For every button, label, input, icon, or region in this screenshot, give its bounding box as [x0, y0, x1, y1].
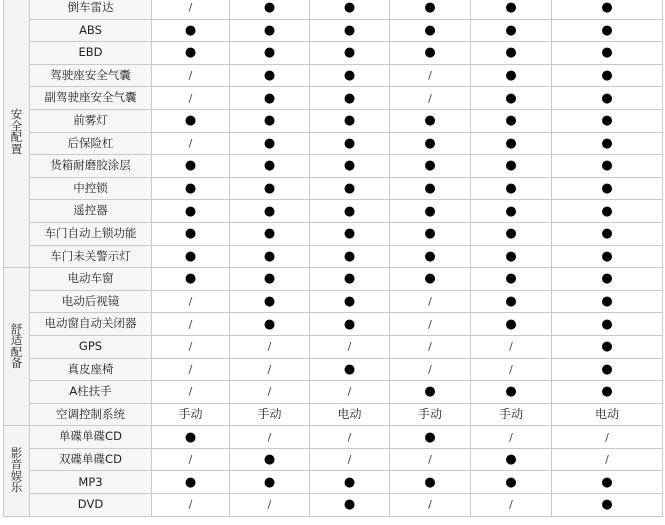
not-available-slash: /	[152, 448, 230, 471]
value-text: 手动	[152, 403, 230, 426]
standard-dot-icon: ●	[230, 222, 310, 245]
table-row	[4, 200, 663, 223]
feature-label: 倒车雷达	[30, 0, 152, 19]
feature-label: 单碟单碟CD	[30, 426, 152, 449]
feature-label: A柱扶手	[30, 381, 152, 404]
feature-label: MP3	[30, 471, 152, 494]
standard-dot-icon: ●	[390, 245, 471, 268]
standard-dot-icon: ●	[471, 290, 552, 313]
table-row	[4, 335, 663, 358]
feature-label: 驾驶座安全气囊	[30, 64, 152, 87]
standard-dot-icon: ●	[152, 177, 230, 200]
standard-dot-icon: ●	[230, 268, 310, 291]
feature-label: 后保险杠	[30, 132, 152, 155]
standard-dot-icon: ●	[390, 109, 471, 132]
standard-dot-icon: ●	[471, 155, 552, 178]
feature-label: 电动窗自动关闭器	[30, 313, 152, 336]
standard-dot-icon: ●	[471, 42, 552, 65]
feature-label: 货箱耐磨胶涂层	[30, 155, 152, 178]
standard-dot-icon: ●	[230, 132, 310, 155]
standard-dot-icon: ●	[310, 87, 390, 110]
standard-dot-icon: ●	[230, 155, 310, 178]
table-row	[4, 381, 663, 404]
standard-dot-icon: ●	[552, 109, 663, 132]
table-row	[4, 471, 663, 494]
standard-dot-icon: ●	[230, 64, 310, 87]
feature-label: 遥控器	[30, 200, 152, 223]
not-available-slash: /	[390, 290, 471, 313]
standard-dot-icon: ●	[152, 200, 230, 223]
standard-dot-icon: ●	[390, 381, 471, 404]
feature-label: 电动车窗	[30, 268, 152, 291]
value-text: 电动	[552, 403, 663, 426]
standard-dot-icon: ●	[230, 42, 310, 65]
standard-dot-icon: ●	[390, 0, 471, 19]
standard-dot-icon: ●	[390, 177, 471, 200]
standard-dot-icon: ●	[230, 471, 310, 494]
standard-dot-icon: ●	[310, 177, 390, 200]
spec-table-body	[4, 0, 663, 516]
standard-dot-icon: ●	[390, 155, 471, 178]
standard-dot-icon: ●	[230, 245, 310, 268]
table-row	[4, 403, 663, 426]
standard-dot-icon: ●	[230, 290, 310, 313]
standard-dot-icon: ●	[310, 494, 390, 517]
standard-dot-icon: ●	[552, 132, 663, 155]
standard-dot-icon: ●	[552, 155, 663, 178]
not-available-slash: /	[230, 426, 310, 449]
category-label: 影音娱乐	[10, 445, 23, 495]
feature-label: DVD	[30, 494, 152, 517]
not-available-slash: /	[152, 335, 230, 358]
standard-dot-icon: ●	[152, 19, 230, 42]
not-available-slash: /	[230, 358, 310, 381]
standard-dot-icon: ●	[230, 313, 310, 336]
not-available-slash: /	[152, 0, 230, 19]
not-available-slash: /	[390, 494, 471, 517]
category-label: 安全配置	[10, 107, 23, 156]
standard-dot-icon: ●	[471, 132, 552, 155]
table-row	[4, 109, 663, 132]
not-available-slash: /	[390, 335, 471, 358]
not-available-slash: /	[230, 494, 310, 517]
standard-dot-icon: ●	[471, 0, 552, 19]
standard-dot-icon: ●	[471, 313, 552, 336]
standard-dot-icon: ●	[152, 268, 230, 291]
table-row	[4, 426, 663, 449]
standard-dot-icon: ●	[310, 268, 390, 291]
not-available-slash: /	[310, 335, 390, 358]
table-row	[4, 42, 663, 65]
standard-dot-icon: ●	[471, 268, 552, 291]
standard-dot-icon: ●	[471, 222, 552, 245]
standard-dot-icon: ●	[310, 290, 390, 313]
standard-dot-icon: ●	[230, 87, 310, 110]
category-cell	[4, 0, 30, 268]
table-row	[4, 222, 663, 245]
standard-dot-icon: ●	[390, 426, 471, 449]
feature-label: 电动后视镜	[30, 290, 152, 313]
standard-dot-icon: ●	[552, 381, 663, 404]
not-available-slash: /	[552, 426, 663, 449]
table-row	[4, 0, 663, 19]
standard-dot-icon: ●	[552, 87, 663, 110]
table-row	[4, 245, 663, 268]
not-available-slash: /	[230, 381, 310, 404]
category-cell	[4, 426, 30, 516]
feature-label: 车门自动上锁功能	[30, 222, 152, 245]
standard-dot-icon: ●	[552, 335, 663, 358]
feature-label: 双碟单碟CD	[30, 448, 152, 471]
standard-dot-icon: ●	[310, 222, 390, 245]
table-row	[4, 358, 663, 381]
not-available-slash: /	[230, 335, 310, 358]
standard-dot-icon: ●	[310, 471, 390, 494]
standard-dot-icon: ●	[471, 200, 552, 223]
standard-dot-icon: ●	[310, 245, 390, 268]
standard-dot-icon: ●	[310, 200, 390, 223]
table-row	[4, 177, 663, 200]
standard-dot-icon: ●	[471, 448, 552, 471]
standard-dot-icon: ●	[552, 358, 663, 381]
standard-dot-icon: ●	[390, 222, 471, 245]
not-available-slash: /	[152, 358, 230, 381]
standard-dot-icon: ●	[552, 19, 663, 42]
feature-label: GPS	[30, 335, 152, 358]
standard-dot-icon: ●	[310, 155, 390, 178]
standard-dot-icon: ●	[471, 19, 552, 42]
category-cell	[4, 268, 30, 426]
not-available-slash: /	[390, 313, 471, 336]
table-row	[4, 268, 663, 291]
not-available-slash: /	[552, 448, 663, 471]
standard-dot-icon: ●	[390, 132, 471, 155]
not-available-slash: /	[310, 381, 390, 404]
vehicle-spec-table	[3, 0, 663, 517]
standard-dot-icon: ●	[230, 200, 310, 223]
standard-dot-icon: ●	[471, 64, 552, 87]
standard-dot-icon: ●	[471, 109, 552, 132]
standard-dot-icon: ●	[310, 132, 390, 155]
standard-dot-icon: ●	[552, 290, 663, 313]
not-available-slash: /	[152, 132, 230, 155]
standard-dot-icon: ●	[230, 448, 310, 471]
standard-dot-icon: ●	[310, 0, 390, 19]
table-row	[4, 494, 663, 517]
standard-dot-icon: ●	[471, 471, 552, 494]
not-available-slash: /	[471, 358, 552, 381]
standard-dot-icon: ●	[310, 19, 390, 42]
standard-dot-icon: ●	[390, 268, 471, 291]
feature-label: ABS	[30, 19, 152, 42]
standard-dot-icon: ●	[552, 471, 663, 494]
not-available-slash: /	[390, 87, 471, 110]
standard-dot-icon: ●	[152, 42, 230, 65]
not-available-slash: /	[310, 426, 390, 449]
standard-dot-icon: ●	[552, 0, 663, 19]
standard-dot-icon: ●	[152, 109, 230, 132]
value-text: 手动	[471, 403, 552, 426]
feature-label: 车门未关警示灯	[30, 245, 152, 268]
standard-dot-icon: ●	[390, 19, 471, 42]
feature-label: EBD	[30, 42, 152, 65]
standard-dot-icon: ●	[310, 358, 390, 381]
category-label: 舒适配备	[10, 321, 23, 371]
standard-dot-icon: ●	[230, 177, 310, 200]
standard-dot-icon: ●	[152, 222, 230, 245]
standard-dot-icon: ●	[310, 42, 390, 65]
standard-dot-icon: ●	[310, 64, 390, 87]
not-available-slash: /	[152, 64, 230, 87]
value-text: 手动	[230, 403, 310, 426]
standard-dot-icon: ●	[310, 109, 390, 132]
table-row	[4, 313, 663, 336]
feature-label: 前雾灯	[30, 109, 152, 132]
table-row	[4, 87, 663, 110]
standard-dot-icon: ●	[552, 177, 663, 200]
standard-dot-icon: ●	[552, 245, 663, 268]
standard-dot-icon: ●	[310, 313, 390, 336]
standard-dot-icon: ●	[552, 313, 663, 336]
not-available-slash: /	[310, 448, 390, 471]
standard-dot-icon: ●	[552, 200, 663, 223]
standard-dot-icon: ●	[152, 471, 230, 494]
standard-dot-icon: ●	[230, 19, 310, 42]
not-available-slash: /	[152, 313, 230, 336]
standard-dot-icon: ●	[471, 177, 552, 200]
standard-dot-icon: ●	[230, 0, 310, 19]
standard-dot-icon: ●	[552, 222, 663, 245]
value-text: 电动	[310, 403, 390, 426]
standard-dot-icon: ●	[230, 109, 310, 132]
feature-label: 中控锁	[30, 177, 152, 200]
not-available-slash: /	[471, 494, 552, 517]
standard-dot-icon: ●	[552, 494, 663, 517]
feature-label: 空调控制系统	[30, 403, 152, 426]
not-available-slash: /	[471, 335, 552, 358]
standard-dot-icon: ●	[552, 268, 663, 291]
table-row	[4, 290, 663, 313]
not-available-slash: /	[390, 448, 471, 471]
standard-dot-icon: ●	[471, 87, 552, 110]
standard-dot-icon: ●	[471, 381, 552, 404]
feature-label: 真皮座椅	[30, 358, 152, 381]
standard-dot-icon: ●	[152, 155, 230, 178]
not-available-slash: /	[152, 494, 230, 517]
not-available-slash: /	[152, 290, 230, 313]
standard-dot-icon: ●	[471, 245, 552, 268]
standard-dot-icon: ●	[390, 471, 471, 494]
table-row	[4, 64, 663, 87]
table-row	[4, 132, 663, 155]
not-available-slash: /	[471, 426, 552, 449]
table-row	[4, 448, 663, 471]
not-available-slash: /	[152, 87, 230, 110]
table-row	[4, 19, 663, 42]
table-row	[4, 155, 663, 178]
standard-dot-icon: ●	[552, 64, 663, 87]
standard-dot-icon: ●	[390, 42, 471, 65]
not-available-slash: /	[390, 64, 471, 87]
standard-dot-icon: ●	[552, 42, 663, 65]
standard-dot-icon: ●	[152, 426, 230, 449]
not-available-slash: /	[152, 381, 230, 404]
value-text: 手动	[390, 403, 471, 426]
not-available-slash: /	[390, 358, 471, 381]
standard-dot-icon: ●	[390, 200, 471, 223]
standard-dot-icon: ●	[152, 245, 230, 268]
feature-label: 副驾驶座安全气囊	[30, 87, 152, 110]
